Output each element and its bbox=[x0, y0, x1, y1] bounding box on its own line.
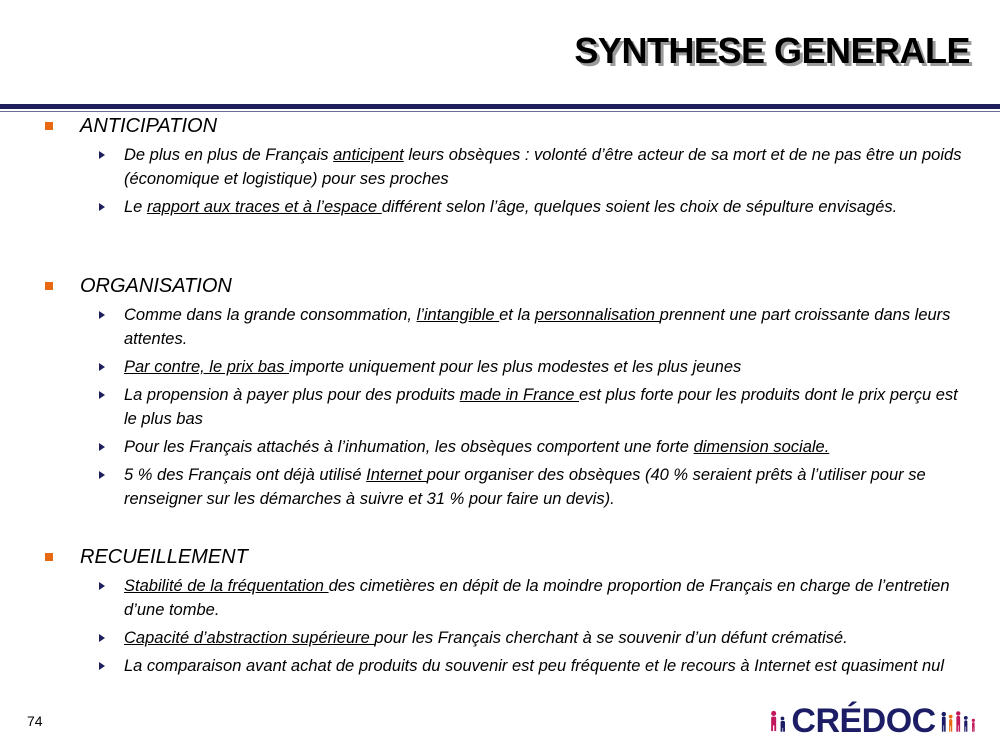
text-run: pour les Français cherchant à se souvenir d’un défunt crématisé. bbox=[374, 629, 848, 647]
underlined-text: Internet bbox=[366, 466, 427, 484]
bullet-item bbox=[45, 195, 975, 219]
arrow-bullet-icon bbox=[99, 582, 105, 590]
square-bullet-icon bbox=[45, 553, 53, 561]
arrow-bullet-icon bbox=[99, 391, 105, 399]
arrow-bullet-icon bbox=[99, 662, 105, 670]
underlined-text: dimension sociale. bbox=[693, 438, 830, 456]
bullet-item bbox=[45, 355, 975, 379]
underlined-text: anticipent bbox=[333, 146, 404, 164]
section-organisation bbox=[45, 273, 975, 511]
bullet-item bbox=[45, 143, 975, 191]
text-run: est plus forte pour les produits dont le prix perçu est le plus bas bbox=[124, 386, 958, 428]
text-run: importe uniquement pour les plus modestes et les plus jeunes bbox=[289, 358, 742, 376]
bullet-text bbox=[124, 198, 897, 216]
underlined-text: made in France bbox=[459, 386, 579, 404]
bullet-text bbox=[124, 466, 926, 508]
text-run: Le bbox=[124, 198, 147, 216]
underlined-text: rapport aux traces et à l’espace bbox=[146, 198, 382, 216]
text-run: leurs obsèques : volonté d’être acteur de sa mort et de ne pas être un poids (économique et logistique) pour ses proches bbox=[124, 146, 962, 188]
bullet-text bbox=[124, 358, 741, 376]
arrow-bullet-icon bbox=[99, 471, 105, 479]
text-run: La propension à payer plus pour des produits bbox=[124, 386, 460, 404]
logo-text: CRÉDOC bbox=[791, 701, 936, 740]
text-run: prennent une part croissante dans leurs attentes. bbox=[124, 306, 951, 348]
bullet-item bbox=[45, 435, 975, 459]
text-run: La comparaison avant achat de produits du souvenir est peu fréquente et le recours à Internet est quasiment nul bbox=[124, 657, 945, 675]
section-heading-text: RECUEILLEMENT bbox=[80, 545, 248, 568]
section-anticipation bbox=[45, 113, 975, 219]
bullet-text bbox=[124, 657, 944, 675]
header-rule-thin bbox=[0, 111, 1000, 112]
underlined-text: Stabilité de la fréquentation bbox=[124, 577, 329, 595]
bullet-text bbox=[124, 386, 958, 428]
bullet-text bbox=[124, 146, 961, 188]
credoc-logo bbox=[768, 698, 980, 744]
text-run: 5 % des Français ont déjà utilisé bbox=[124, 466, 367, 484]
text-run: et la bbox=[499, 306, 535, 324]
family-figures-icon bbox=[768, 701, 789, 741]
header-rule bbox=[0, 104, 1000, 109]
text-run: Comme dans la grande consommation, bbox=[124, 306, 417, 324]
section-heading bbox=[45, 113, 975, 139]
bullet-text bbox=[124, 438, 829, 456]
text-run: De plus en plus de Français bbox=[124, 146, 334, 164]
square-bullet-icon bbox=[45, 282, 53, 290]
underlined-text: personnalisation bbox=[534, 306, 660, 324]
square-bullet-icon bbox=[45, 122, 53, 130]
bullet-text bbox=[124, 306, 950, 348]
bullet-item bbox=[45, 654, 975, 678]
section-heading-text: ORGANISATION bbox=[80, 274, 232, 297]
bullet-text bbox=[124, 629, 848, 647]
underlined-text: Par contre, le prix bas bbox=[124, 358, 290, 376]
underlined-text: l’intangible bbox=[416, 306, 500, 324]
text-run: des cimetières en dépit de la moindre proportion de Français en charge de l’entretien d’une tombe. bbox=[124, 577, 950, 619]
bullet-item bbox=[45, 626, 975, 650]
bullet-item bbox=[45, 303, 975, 351]
arrow-bullet-icon bbox=[99, 634, 105, 642]
bullet-item bbox=[45, 383, 975, 431]
text-run: pour organiser des obsèques (40 % seraient prêts à l’utiliser pour se renseigner sur les démarches à suivre et 31 % pour faire un devis). bbox=[124, 466, 926, 508]
arrow-bullet-icon bbox=[99, 203, 105, 211]
people-group-icon bbox=[940, 700, 980, 742]
bullet-item bbox=[45, 463, 975, 511]
bullet-item bbox=[45, 574, 975, 622]
page-number: 74 bbox=[27, 713, 43, 729]
section-heading bbox=[45, 273, 975, 299]
section-recueillement bbox=[45, 544, 975, 678]
page-title: SYNTHESE GENERALE bbox=[574, 30, 970, 71]
arrow-bullet-icon bbox=[99, 311, 105, 319]
bullet-text bbox=[124, 577, 950, 619]
section-heading-text: ANTICIPATION bbox=[80, 114, 218, 137]
arrow-bullet-icon bbox=[99, 151, 105, 159]
arrow-bullet-icon bbox=[99, 363, 105, 371]
arrow-bullet-icon bbox=[99, 443, 105, 451]
text-run: différent selon l’âge, quelques soient les choix de sépulture envisagés. bbox=[381, 198, 898, 216]
section-heading bbox=[45, 544, 975, 570]
underlined-text: Capacité d’abstraction supérieure bbox=[124, 629, 375, 647]
text-run: Pour les Français attachés à l’inhumation, les obsèques comportent une forte bbox=[124, 438, 694, 456]
